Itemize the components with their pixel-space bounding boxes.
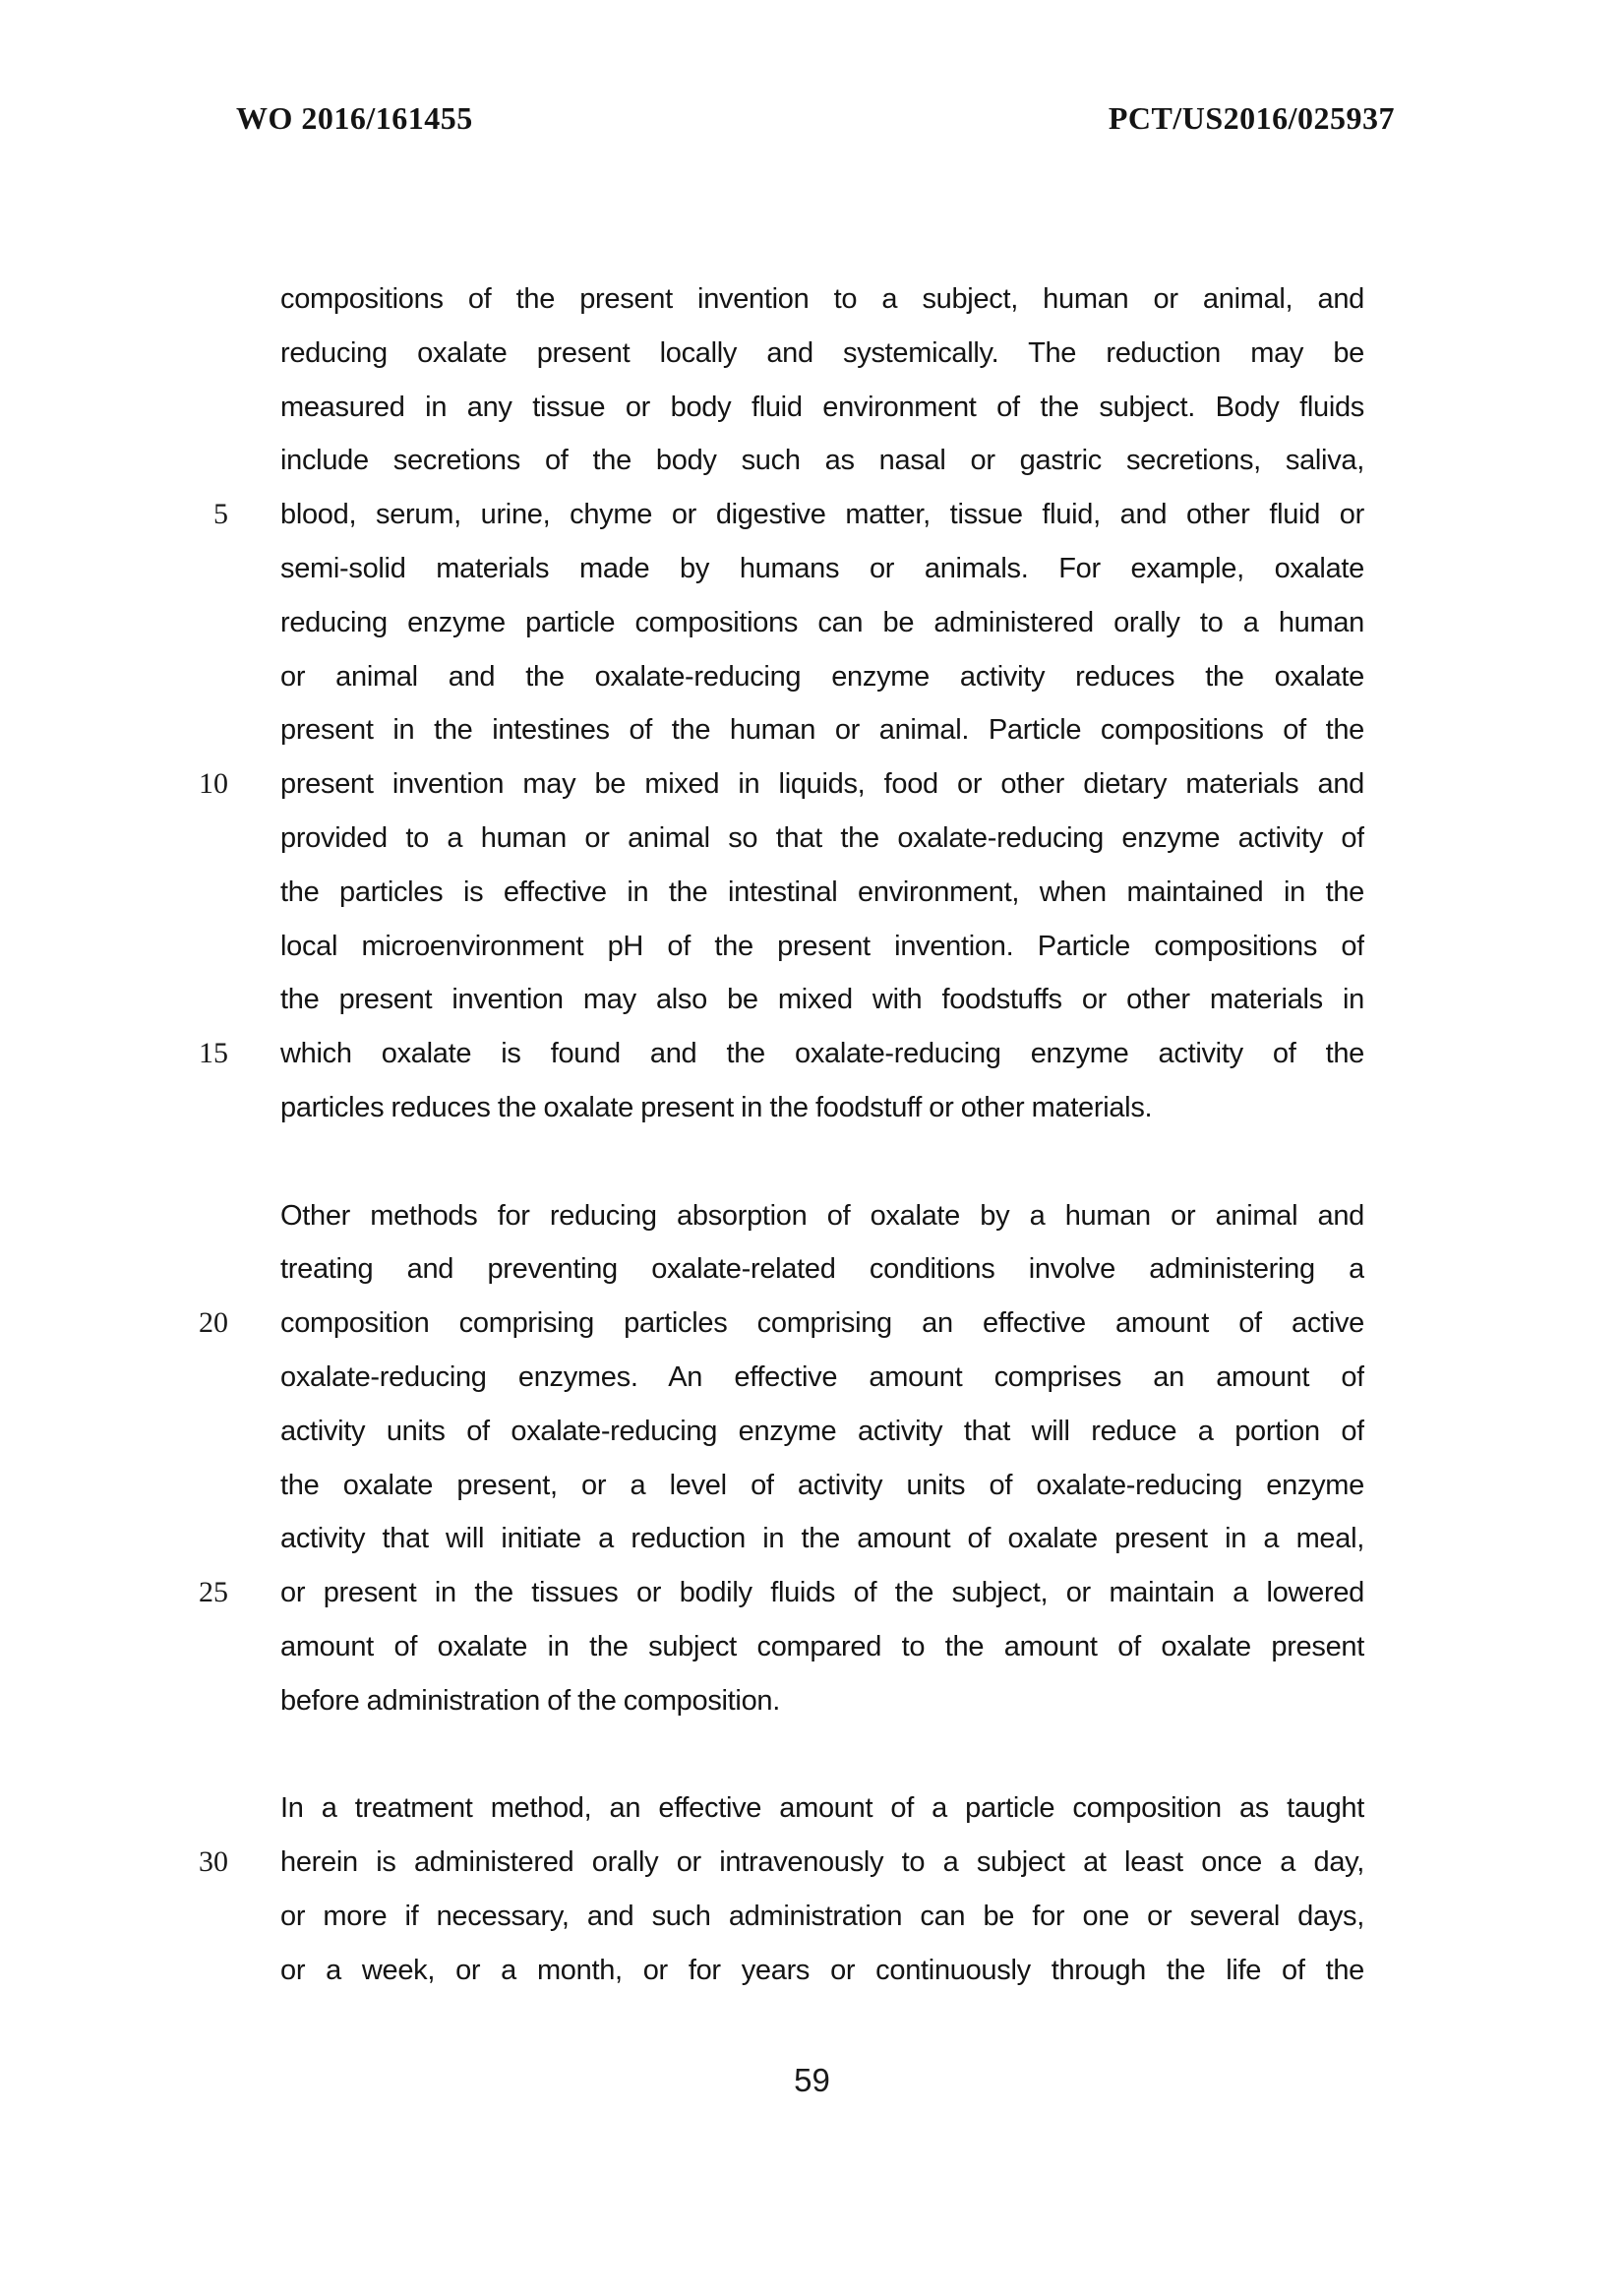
text-line: or a week, or a month, or for years or continuously through the life of the <box>280 1954 1364 1986</box>
text-row <box>0 1890 1624 1944</box>
text-row <box>0 1242 1624 1297</box>
text-row <box>0 920 1624 974</box>
text-row <box>0 757 1624 812</box>
text-line: reducing enzyme particle compositions can be administered orally to a human <box>280 606 1364 638</box>
text-row <box>0 1620 1624 1674</box>
text-row <box>0 1836 1624 1890</box>
text-row <box>0 1944 1624 1998</box>
text-line: present invention may be mixed in liquids, food or other dietary materials and <box>280 768 1364 801</box>
header-publication-number: WO 2016/161455 <box>236 100 473 136</box>
text-row <box>0 542 1624 596</box>
text-line: herein is administered orally or intravenously to a subject at least once a day, <box>280 1846 1364 1879</box>
text-row <box>0 1782 1624 1836</box>
text-line: or present in the tissues or bodily fluids of the subject, or maintain a lowered <box>280 1577 1364 1609</box>
text-row <box>0 1512 1624 1566</box>
text-line: provided to a human or animal so that the oxalate-reducing enzyme activity of <box>280 821 1364 854</box>
line-number: 25 <box>199 1576 228 1609</box>
page-number: 59 <box>794 2062 830 2098</box>
text-row <box>0 434 1624 488</box>
text-line: local microenvironment pH of the present invention. Particle compositions of <box>280 930 1364 962</box>
text-row <box>0 1027 1624 1081</box>
text-line: or animal and the oxalate-reducing enzyme activity reduces the oxalate <box>280 660 1364 693</box>
line-number: 15 <box>199 1037 228 1070</box>
text-line: the oxalate present, or a level of activity units of oxalate-reducing enzyme <box>280 1469 1364 1501</box>
text-row <box>0 272 1624 327</box>
text-line: before administration of the composition. <box>280 1684 780 1717</box>
text-row <box>0 650 1624 704</box>
text-line: which oxalate is found and the oxalate-reducing enzyme activity of the <box>280 1038 1364 1070</box>
header-application-number: PCT/US2016/025937 <box>1108 100 1395 136</box>
line-number: 5 <box>213 498 228 531</box>
text-row <box>0 1189 1624 1243</box>
line-number: 10 <box>199 767 228 801</box>
line-number: 20 <box>199 1306 228 1340</box>
text-line: treating and preventing oxalate-related conditions involve administering a <box>280 1253 1364 1286</box>
text-row <box>0 1459 1624 1513</box>
text-line: reducing oxalate present locally and systemically. The reduction may be <box>280 336 1364 369</box>
text-line: activity that will initiate a reduction in the amount of oxalate present in a meal, <box>280 1523 1364 1555</box>
text-row <box>0 812 1624 866</box>
text-line: composition comprising particles comprising an effective amount of active <box>280 1307 1364 1340</box>
text-row <box>0 381 1624 435</box>
text-line: compositions of the present invention to a subject, human or animal, and <box>280 283 1364 315</box>
body-text <box>0 272 1624 1998</box>
blank-line <box>0 1135 1624 1189</box>
text-line: activity units of oxalate-reducing enzyme activity that will reduce a portion of <box>280 1415 1364 1447</box>
text-row <box>0 488 1624 542</box>
text-line: or more if necessary, and such administration can be for one or several days, <box>280 1900 1364 1932</box>
text-row <box>0 1351 1624 1405</box>
text-row <box>0 703 1624 757</box>
text-row <box>0 1081 1624 1135</box>
text-line: blood, serum, urine, chyme or digestive matter, tissue fluid, and other fluid or <box>280 499 1364 531</box>
text-row <box>0 1566 1624 1620</box>
text-row <box>0 327 1624 381</box>
text-row <box>0 1297 1624 1351</box>
text-row <box>0 1674 1624 1728</box>
text-row <box>0 866 1624 920</box>
text-line: oxalate-reducing enzymes. An effective amount comprises an amount of <box>280 1360 1364 1393</box>
text-row <box>0 1405 1624 1459</box>
text-line: the present invention may also be mixed with foodstuffs or other materials in <box>280 984 1364 1016</box>
text-line: semi-solid materials made by humans or animals. For example, oxalate <box>280 552 1364 584</box>
line-number: 30 <box>199 1845 228 1879</box>
text-line: include secretions of the body such as nasal or gastric secretions, saliva, <box>280 445 1364 477</box>
blank-line <box>0 1728 1624 1782</box>
text-line: present in the intestines of the human or animal. Particle compositions of the <box>280 714 1364 747</box>
text-row <box>0 596 1624 650</box>
text-line: the particles is effective in the intestinal environment, when maintained in the <box>280 876 1364 908</box>
text-row <box>0 973 1624 1027</box>
text-line: amount of oxalate in the subject compared to the amount of oxalate present <box>280 1630 1364 1662</box>
text-line: In a treatment method, an effective amount of a particle composition as taught <box>280 1792 1364 1825</box>
text-line: measured in any tissue or body fluid environment of the subject. Body fluids <box>280 391 1364 423</box>
text-line: particles reduces the oxalate present in the foodstuff or other materials. <box>280 1091 1153 1123</box>
text-line: Other methods for reducing absorption of oxalate by a human or animal and <box>280 1199 1364 1232</box>
